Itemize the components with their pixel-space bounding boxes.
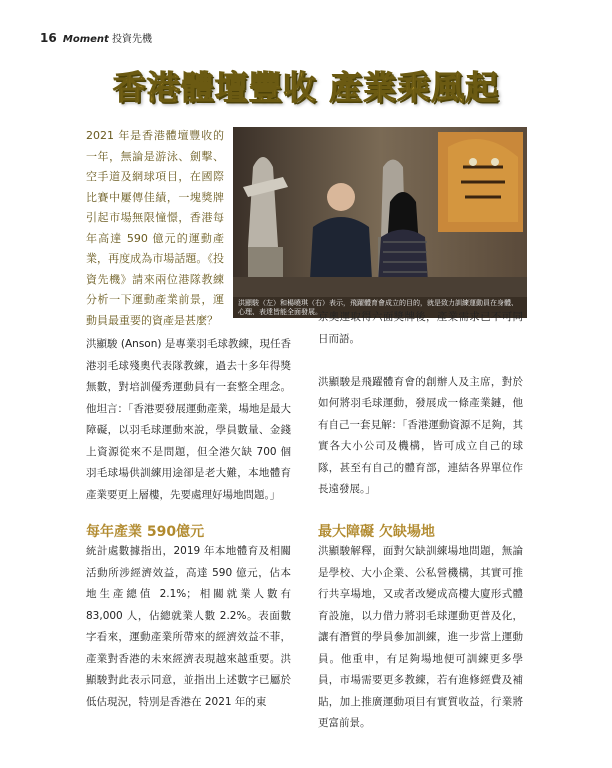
- man-figure: [327, 183, 355, 211]
- page-number: 16: [40, 31, 57, 45]
- left-column-bottom: [86, 541, 291, 713]
- intro-paragraph: 2021 年是香港體壇豐收的一年，無論是游泳、劍擊、空手道及網球項目，在國際比賽中屢傳佳績，一塊獎牌引起市場無限憧憬，香港每年高達 590 億元的運動產業，再度成為市場話題。《投資先機》請來兩位港隊教練分析一下運動產業前景，運動員最重要的資產是甚麼？: [86, 129, 224, 327]
- article-title: 香港體壇豐收 產業乘風起: [112, 68, 500, 107]
- paragraph: 統計處數據指出，2019 年本地體育及相關活動所涉經濟效益，高達 590 億元，佔本地生產總值 2.1%；相關就業人數有 83,000 人，佔總就業人數 2.2%。表面數字看來，運動產業所帶來的經濟效益不菲，產業對香港的未來經濟表現越來越重要。洪顯駿對此表示同意，並指出上述數字已屬於低估現況，特別是香港在 2021 年的東: [86, 545, 291, 708]
- paragraph: 京奧運取得六面獎牌後，產業需求已不可同日而語。: [318, 311, 523, 345]
- article-photo: [233, 127, 527, 318]
- page-header: [40, 30, 152, 45]
- paragraph: 洪顯駿解釋，面對欠缺訓練場地問題，無論是學校、大小企業、公私營機構，其實可推行共享場地，又或者改變成高樓大廈形式體育設施，以力借力將羽毛球運動更普及化，讓有潛質的學員參加訓練，進一步當上運動員。他重申，有足夠場地便可訓練更多學員，市場需要更多教練，若有進修經費及補貼，加上推廣運動項目有實質收益，行業將更富前景。: [318, 545, 523, 729]
- paragraph: 洪顯駿 (Anson) 是專業羽毛球教練，現任香港羽毛球殘奧代表隊教練，過去十多年得獎無數，對培訓優秀運動員有一套整全理念。他坦言：「香港要發展運動產業，場地是最大障礙，以羽毛球運動來說，學員數量、金錢上資源從來不是問題，但全港欠缺 700 個羽毛球場供訓練用途卻是老大難，本地體育產業要更上層樓，先要處理好場地問題。」: [86, 338, 291, 501]
- section-name: 投資先機: [112, 34, 153, 45]
- subheading-right: 最大障礙 欠缺場地: [318, 524, 435, 540]
- paragraph: 洪顯駿是飛躍體育會的創辦人及主席，對於如何將羽毛球運動，發展成一條產業鏈，他有自己一套見解：「香港運動資源不足夠，其實各大小公司及機構，皆可成立自己的球隊，甚至有自己的體育部，連結各界單位作長遠發展。」: [318, 375, 523, 495]
- photo-illustration: [233, 127, 527, 318]
- right-column-bottom: [318, 541, 523, 735]
- magazine-name: Moment: [62, 34, 109, 45]
- photo-caption: 洪顯駿（左）和楊曉琪（右）表示，飛躍體育會成立的目的，就是致力訓練運動員在身體、心理、表達皆能全面發展。: [233, 297, 527, 318]
- subheading-left: 每年產業 590億元: [86, 524, 205, 540]
- right-column-top: [318, 307, 523, 501]
- left-column-top: [86, 334, 291, 506]
